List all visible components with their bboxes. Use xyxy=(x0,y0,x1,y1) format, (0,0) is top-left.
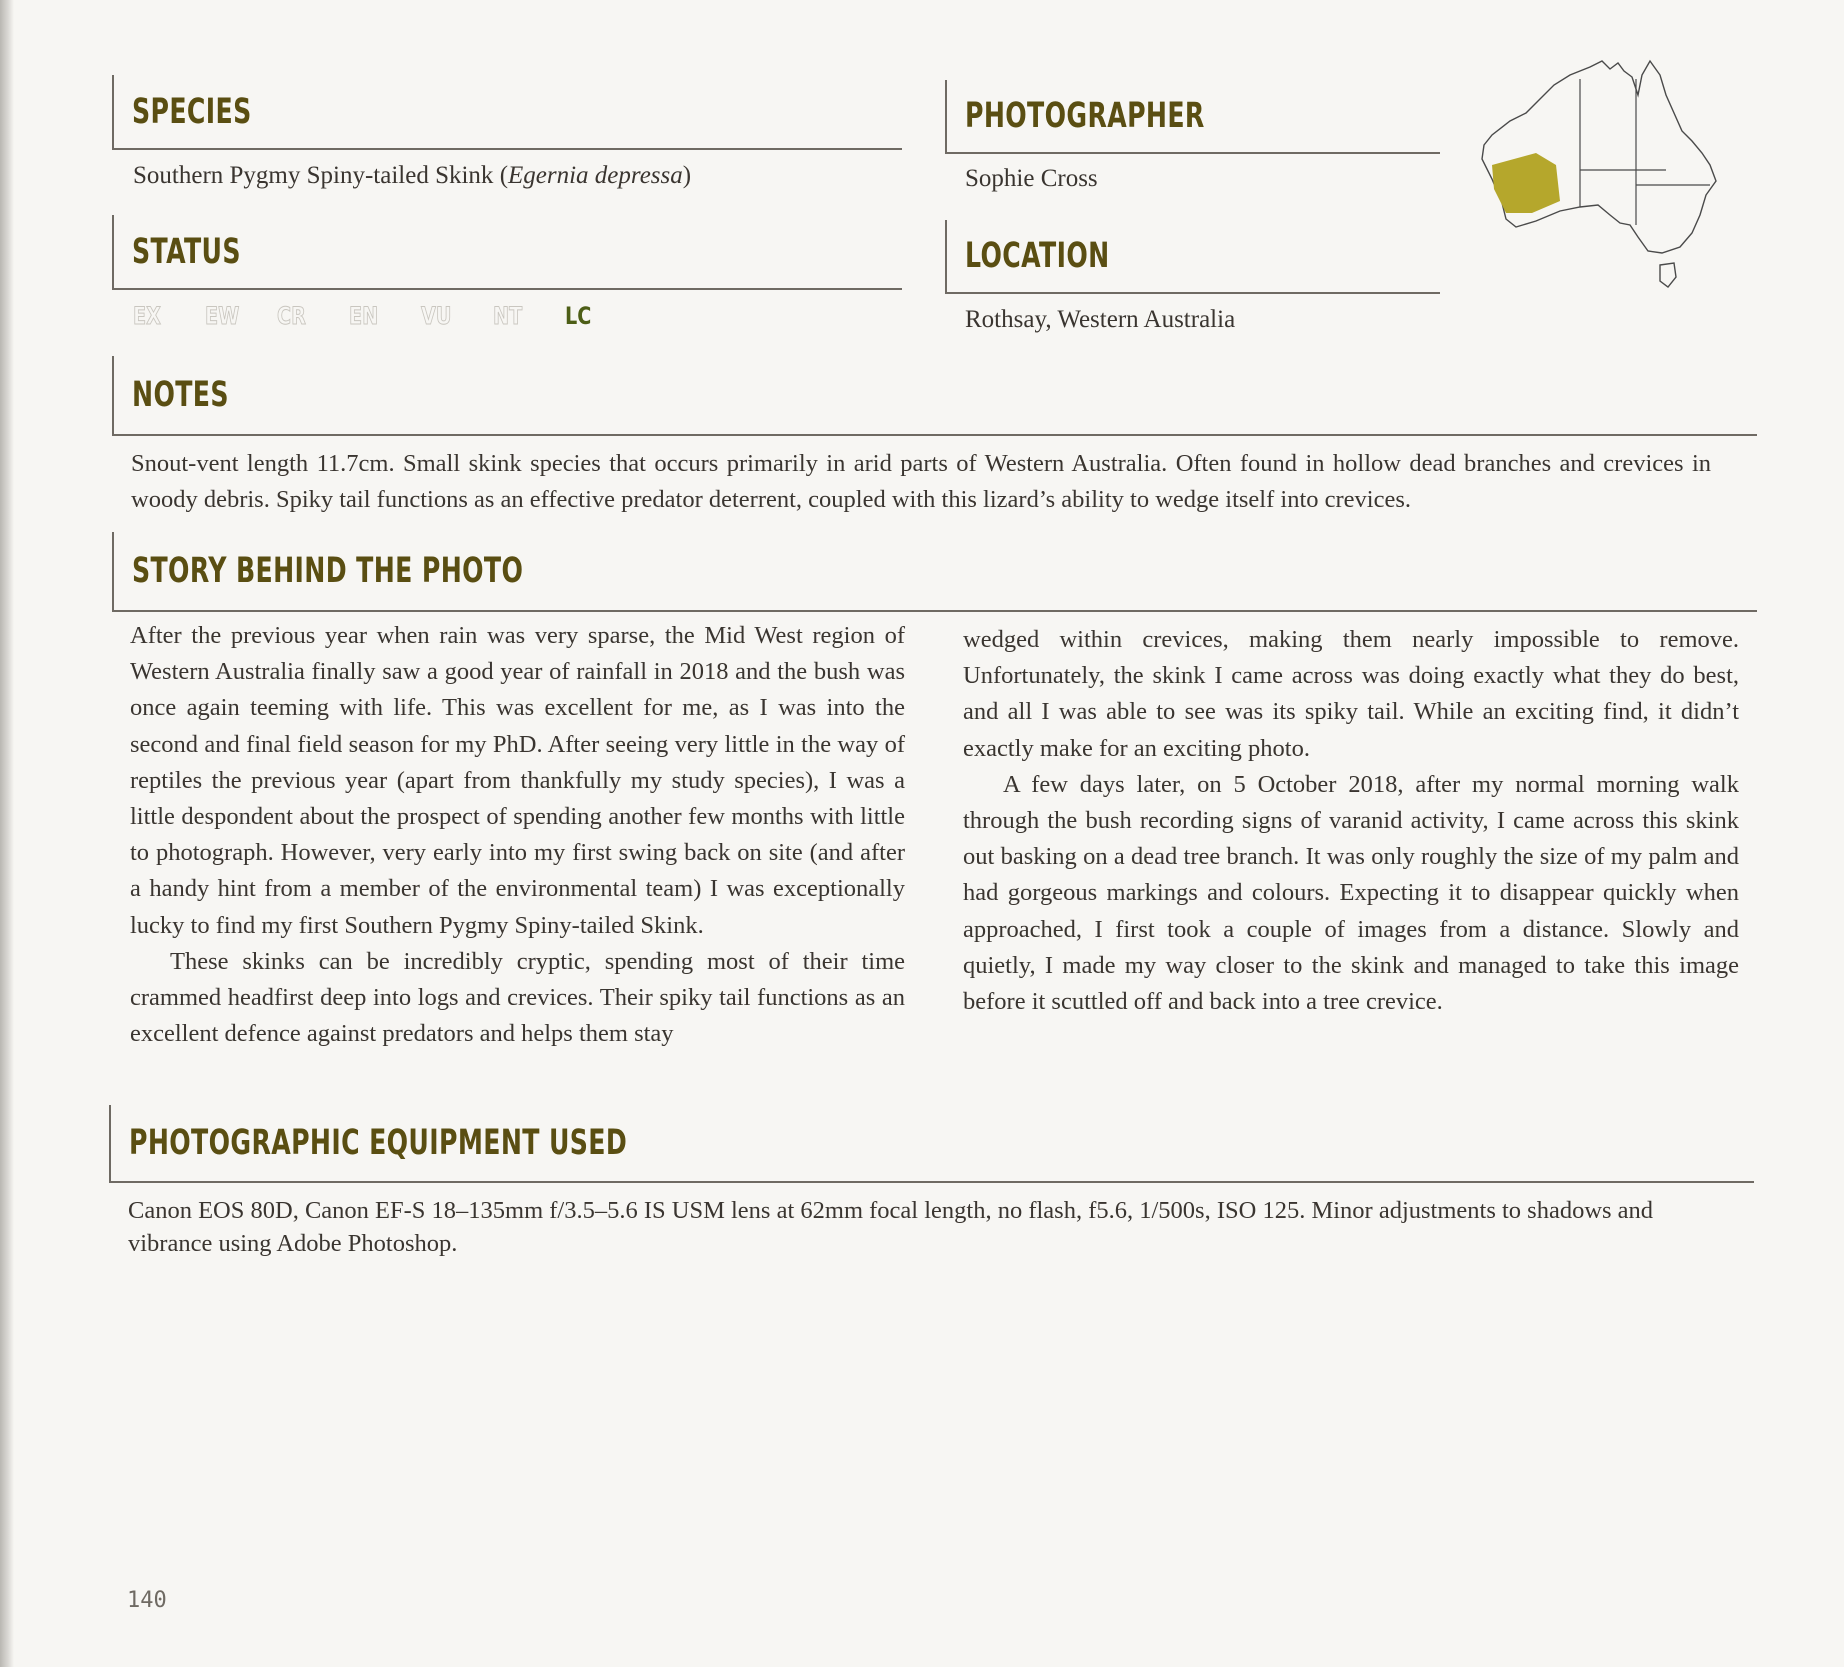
species-heading: SPECIES xyxy=(132,91,252,132)
status-heading-box xyxy=(112,215,902,290)
equipment-heading: PHOTOGRAPHIC EQUIPMENT USED xyxy=(129,1123,628,1163)
status-code-lc: LC xyxy=(565,302,592,330)
australia-state-borders xyxy=(1580,79,1710,225)
notes-heading: NOTES xyxy=(132,375,229,415)
status-codes xyxy=(133,302,637,330)
page-number: 140 xyxy=(127,1588,167,1613)
species-scientific-name: Egernia depressa xyxy=(508,162,683,189)
species-value: Southern Pygmy Spiny-tailed Skink (Egernia depressa) xyxy=(133,162,692,189)
status-code-ex: EX xyxy=(133,302,161,330)
location-heading: LOCATION xyxy=(965,236,1110,276)
story-heading: STORY BEHIND THE PHOTO xyxy=(132,551,524,591)
story-paragraph-4: A few days later, on 5 October 2018, after my normal morning walk through the bush recording signs of varanid activity, I came across this skink out basking on a dead tree branch. It was only roughly the size of my palm and had gorgeous markings and colours. Expecting it to disappear quickly when approached, I first took a couple of images from a distance. Slowly and quietly, I made my way closer to the skink and managed to take this image before it scuttled off and back into a tree crevice. xyxy=(963,770,1739,1016)
status-code-ew: EW xyxy=(205,302,240,330)
status-code-nt: NT xyxy=(493,302,523,330)
story-column-left xyxy=(130,618,905,1052)
story-paragraph-3: wedged within crevices, making them nearly impossible to remove. Unfortunately, the skink I came across was doing exactly what they do best, and all I was able to see was its spiky tail. While an exciting find, it didn’t exactly make for an exciting photo. xyxy=(963,626,1739,762)
status-code-cr: CR xyxy=(277,302,306,330)
story-paragraph-2: These skinks can be incredibly cryptic, spending most of their time crammed headfirst deep into logs and crevices. Their spiky tail functions as an excellent defence against predators and helps them stay xyxy=(130,947,905,1048)
equipment-heading-box xyxy=(109,1105,1754,1183)
australia-map-icon xyxy=(1470,55,1740,305)
status-code-en: EN xyxy=(349,302,379,330)
equipment-text: Canon EOS 80D, Canon EF-S 18–135mm f/3.5–5.6 IS USM lens at 62mm focal length, no flash, f5.6, 1/500s, ISO 125. Minor adjustments to shadows and vibrance using Adobe Photoshop. xyxy=(128,1197,1654,1257)
photographer-heading: PHOTOGRAPHER xyxy=(965,96,1205,136)
photographer-name: Sophie Cross xyxy=(965,165,1098,192)
story-paragraph-1: After the previous year when rain was very sparse, the Mid West region of Western Australia finally saw a good year of rainfall in 2018 and the bush was once again teeming with life. This was excellent for me, as I was into the second and final field season for my PhD. After seeing very little in the way of reptiles the previous year (apart from thankfully my study species), I was a little despondent about the prospect of spending another few months with little to photograph. However, very early into my first swing back on site (and after a handy hint from a member of the environmental team) I was exceptionally lucky to find my first Southern Pygmy Spiny-tailed Skink. xyxy=(130,622,905,939)
notes-text: Snout-vent length 11.7cm. Small skink species that occurs primarily in arid parts of Western Australia. Often found in hollow dead branches and crevices in woody debris. Spiky tail functions as an effective predator deterrent, coupled with this lizard’s ability to wedge itself into crevices. xyxy=(131,450,1711,513)
status-code-vu: VU xyxy=(421,302,452,330)
species-range-highlight xyxy=(1492,153,1560,213)
book-spine-shadow xyxy=(0,0,14,1667)
location-place: Rothsay, Western Australia xyxy=(965,306,1236,333)
photographer-heading-box xyxy=(945,80,1440,154)
story-column-right xyxy=(963,622,1739,1020)
species-common-name: Southern Pygmy Spiny-tailed Skink xyxy=(133,162,494,189)
status-heading: STATUS xyxy=(132,231,241,272)
location-heading-box xyxy=(945,220,1440,294)
species-heading-box xyxy=(112,75,902,150)
tasmania-outline xyxy=(1660,263,1676,287)
australia-outline xyxy=(1482,61,1716,253)
story-heading-box xyxy=(112,532,1757,612)
notes-heading-box xyxy=(112,356,1757,436)
